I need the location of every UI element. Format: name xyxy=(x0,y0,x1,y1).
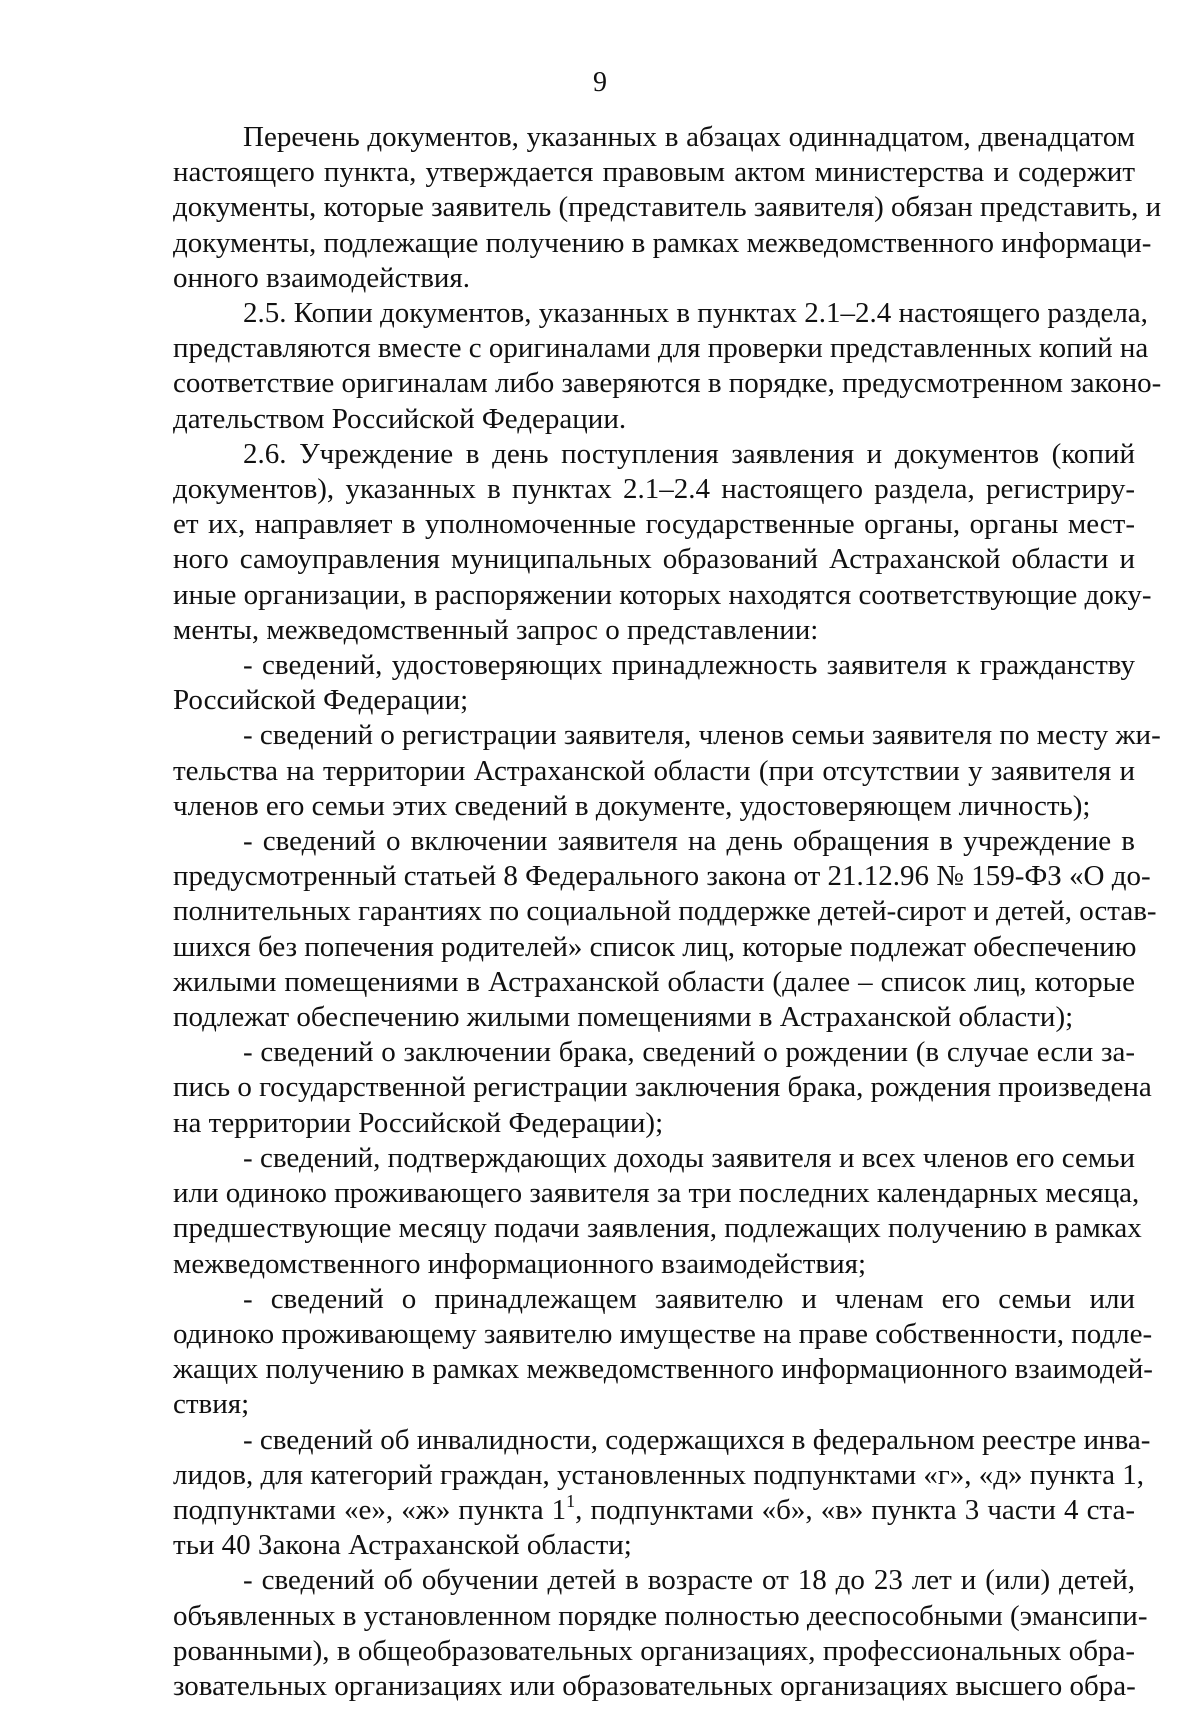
text-line: 2.5. Копии документов, указанных в пунктах 2.1–2.4 настоящего раздела, xyxy=(243,297,1148,330)
text-line xyxy=(173,1490,1135,1528)
paragraph xyxy=(173,296,1162,437)
text-line: - сведений о регистрации заявителя, членов семьи заявителя по месту жи- xyxy=(243,719,1161,752)
paragraph xyxy=(173,824,1157,1035)
paragraph xyxy=(173,1141,1142,1282)
text-line: ного самоуправления муниципальных образований Астраханской области и xyxy=(173,543,1135,576)
text-line: представляются вместе с оригиналами для проверки представленных копий на xyxy=(173,332,1149,365)
text-line: - сведений о включении заявителя на день обращения в учреждение в xyxy=(243,825,1135,858)
text-line: подлежат обеспечению жилыми помещениями в Астраханской области); xyxy=(173,1001,1074,1034)
paragraph xyxy=(173,648,1135,718)
text-line: Перечень документов, указанных в абзацах одиннадцатом, двенадцатом xyxy=(243,121,1135,153)
text-line: документы, которые заявитель (представитель заявителя) обязан представить, и xyxy=(173,191,1162,224)
paragraph xyxy=(173,1563,1148,1704)
text-line: полнительных гарантиях по социальной поддержке детей-сирот и детей, остав- xyxy=(173,895,1157,928)
text-line: настоящего пункта, утверждается правовым актом министерства и содержит xyxy=(173,156,1135,189)
text-line: соответствие оригиналам либо заверяются в порядке, предусмотренном законо- xyxy=(173,367,1162,400)
paragraph xyxy=(173,1282,1153,1423)
text-line: - сведений об обучении детей в возрасте от 18 до 23 лет и (или) детей, xyxy=(243,1564,1135,1597)
text-line xyxy=(173,1528,1135,1563)
text-line: рованными), в общеобразовательных организациях, профессиональных обра- xyxy=(173,1634,1135,1667)
text-line: членов его семьи этих сведений в документе, удостоверяющем личность); xyxy=(173,789,1091,822)
text-line: иные организации, в распоряжении которых находятся соответствующие доку- xyxy=(173,578,1152,611)
text-line: жащих получению в рамках межведомственного информационного взаимодей- xyxy=(173,1353,1153,1386)
text-line: объявленных в установленном порядке полностью дееспособными (эмансипи- xyxy=(173,1599,1148,1632)
text-line: ствия; xyxy=(173,1388,250,1421)
text-line: одиноко проживающему заявителю имуществе на праве собственности, подле- xyxy=(173,1317,1153,1350)
paragraph xyxy=(173,718,1161,824)
text-line: - сведений о заключении брака, сведений о рождении (в случае если за- xyxy=(243,1036,1135,1069)
text-line: - сведений, удостоверяющих принадлежность заявителя к гражданству xyxy=(243,649,1135,682)
text-line: тельства на территории Астраханской области (при отсутствии у заявителя и xyxy=(173,754,1135,787)
text-line: дательством Российской Федерации. xyxy=(173,402,627,435)
text-line: предшествующие месяцу подачи заявления, подлежащих получению в рамках xyxy=(173,1212,1142,1245)
text-line: - сведений об инвалидности, содержащихся в федеральном реестре инва- xyxy=(243,1423,1151,1456)
paragraph xyxy=(173,1035,1152,1141)
page-number: 9 xyxy=(593,67,607,98)
text-line: предусмотренный статьей 8 Федерального закона от 21.12.96 № 159-ФЗ «О до- xyxy=(173,860,1151,893)
text-line: лидов, для категорий граждан, установленных подпунктами «г», «д» пункта 1, xyxy=(173,1458,1144,1491)
text-line: шихся без попечения родителей» список лиц, которые подлежат обеспечению xyxy=(173,930,1137,963)
text-line: жилыми помещениями в Астраханской области (далее – список лиц, которые xyxy=(173,965,1135,998)
text-line: на территории Российской Федерации); xyxy=(173,1106,664,1139)
text-fragment: подпунктами «е», «ж» пункта 1 xyxy=(173,1493,567,1526)
text-line: документы, подлежащие получению в рамках межведомственного информаци- xyxy=(173,226,1152,259)
text-line: ет их, направляет в уполномоченные государственные органы, органы мест- xyxy=(173,508,1135,541)
text-line: - сведений, подтверждающих доходы заявителя и всех членов его семьи xyxy=(243,1141,1135,1174)
paragraph xyxy=(173,437,1152,648)
text-line: - сведений о принадлежащем заявителю и членам его семьи или xyxy=(243,1282,1135,1315)
text-line: 2.6. Учреждение в день поступления заявления и документов (копий xyxy=(243,437,1135,470)
paragraph xyxy=(173,120,1162,296)
superscript-number: 1 xyxy=(566,1490,576,1511)
text-line: зовательных организациях или образовательных организациях высшего обра- xyxy=(173,1669,1136,1702)
text-line: межведомственного информационного взаимодействия; xyxy=(173,1247,866,1280)
text-line: онного взаимодействия. xyxy=(173,261,471,294)
paragraph xyxy=(173,1423,1151,1564)
document-body xyxy=(173,120,1162,1704)
text-line: менты, межведомственный запрос о представлении: xyxy=(173,613,819,646)
text-line: или одиноко проживающего заявителя за три последних календарных месяца, xyxy=(173,1177,1140,1210)
text-fragment: т xyxy=(173,1529,186,1562)
text-fragment: , подпунктами «б», «в» пункта 3 части 4 ста- xyxy=(575,1493,1135,1526)
text-line: документов), указанных в пунктах 2.1–2.4 настоящего раздела, регистриру- xyxy=(173,473,1135,506)
text-fragment: ьи 40 Закона Астраханской области; xyxy=(185,1529,632,1562)
text-line: пись о государственной регистрации заключения брака, рождения произведена xyxy=(173,1071,1152,1104)
text-line: Российской Федерации; xyxy=(173,684,469,717)
